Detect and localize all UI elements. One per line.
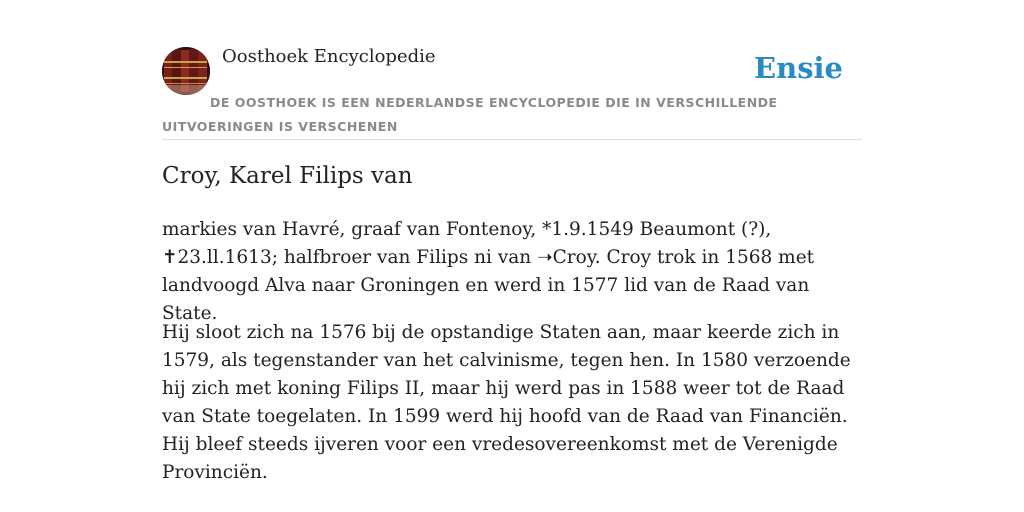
page-container	[162, 0, 862, 483]
paragraph-1-text-before: markies van Havré, graaf van Fontenoy, *1.9.1549 Beaumont (?), ✝23.ll.1613; halfbroer van Filips ni van	[162, 219, 772, 268]
brand-logo[interactable]: Ensie	[754, 51, 843, 85]
paragraph-1-text-after: . Croy trok in 1568 met landvoogd Alva naar Groningen en werd in 1577 lid van de Raad van State.	[162, 247, 815, 324]
site-header	[162, 0, 862, 140]
header-divider	[162, 139, 862, 140]
crossref-link-croy[interactable]: ➝Croy	[537, 247, 595, 268]
article-paragraph-1	[162, 216, 862, 328]
article-title: Croy, Karel Filips van	[162, 163, 413, 189]
site-tagline: DE OOSTHOEK IS EEN NEDERLANDSE ENCYCLOPEDIE DIE IN VERSCHILLENDE UITVOERINGEN IS VERSCHENEN	[162, 95, 778, 134]
encyclopedia-books-icon[interactable]	[162, 47, 210, 95]
site-name[interactable]: Oosthoek Encyclopedie	[222, 46, 436, 67]
article-paragraph-2: Hij sloot zich na 1576 bij de opstandige Staten aan, maar keerde zich in 1579, als tegenstander van het calvinisme, tegen hen. In 1580 verzoende hij zich met koning Filips II, maar hij werd pas in 1588 weer tot de Raad van State toegelaten. In 1599 werd hij hoofd van de Raad van Financiën. Hij bleef steeds ijveren voor een vredesovereenkomst met de Verenigde Provinciën.	[162, 322, 851, 483]
